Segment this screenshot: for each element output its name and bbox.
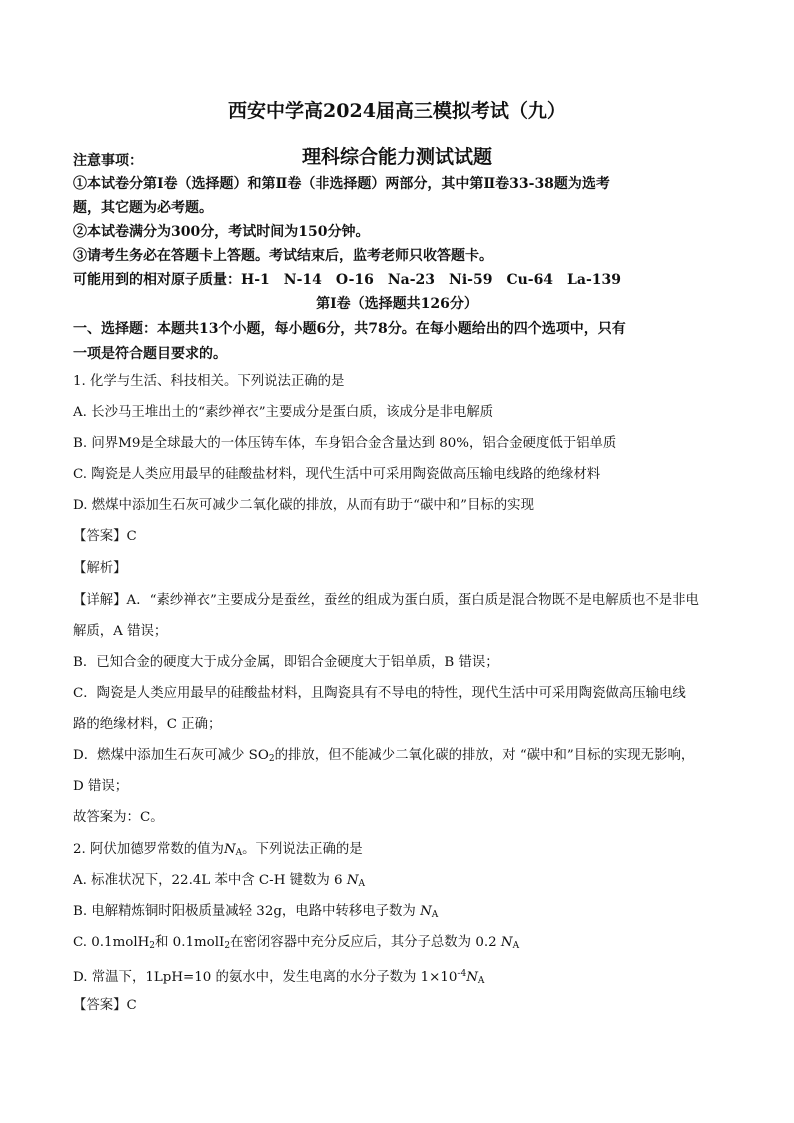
- q2-stem: [73, 841, 363, 862]
- q1-stem: 1. 化学与生活、科技相关。下列说法正确的是: [73, 374, 345, 389]
- q1-detail-c-cont: 路的绝缘材料，C 正确；: [73, 717, 222, 732]
- na-subscript: A: [512, 941, 520, 951]
- na-symbol: N: [346, 873, 359, 888]
- q1-answer: 【答案】C: [73, 529, 137, 544]
- exam-subtitle: 理科综合能力测试试题: [301, 146, 492, 168]
- section-instructions-cont: 一项是符合题目要求的。: [73, 346, 227, 362]
- q1-detail-d-text-2: 的排放，但不能减少二氧化碳的排放，对 “碳中和”目标的实现无影响，: [274, 748, 695, 763]
- na-subscript: A: [235, 848, 243, 858]
- q2-option-c-text-2: 和 0.1molI: [155, 935, 225, 950]
- notice-item-1: ①本试卷分第Ⅰ卷（选择题）和第Ⅱ卷（非选择题）两部分，其中第Ⅱ卷33-38题为选考: [73, 176, 610, 192]
- q2-option-c-text-3: 在密闭容器中充分反应后，其分子总数为 0.2: [230, 935, 501, 950]
- q2-option-a: [73, 872, 365, 893]
- q2-option-d: [73, 965, 484, 990]
- q2-option-c-text: C. 0.1molH: [73, 935, 150, 950]
- q1-option-a: A. 长沙马王堆出土的“素纱禅衣”主要成分是蛋白质，该成分是非电解质: [73, 405, 494, 420]
- q1-detail-b: B．已知合金的硬度大于成分金属，即铝合金硬度大于铝单质，B 错误；: [73, 655, 499, 670]
- q1-option-b: B. 问界M9是全球最大的一体压铸车体，车身铝合金含量达到 80%，铝合金硬度低于铝单质: [73, 436, 617, 451]
- h2-subscript: 2: [149, 941, 156, 951]
- na-subscript: A: [477, 976, 485, 986]
- exponent: -4: [457, 969, 467, 979]
- na-subscript: A: [358, 879, 366, 889]
- q2-stem-text-2: 。下列说法正确的是: [242, 842, 363, 857]
- exam-title: 西安中学高2024届高三模拟考试（九）: [228, 100, 566, 122]
- notice-item-2: ②本试卷满分为300分，考试时间为150分钟。: [73, 224, 370, 240]
- q2-option-b: [73, 903, 438, 924]
- q1-detail-d-text: D．燃煤中添加生石灰可减少 SO: [73, 748, 269, 763]
- na-symbol: N: [500, 935, 513, 950]
- q1-option-d: D. 燃煤中添加生石灰可减少二氧化碳的排放，从而有助于“碳中和”目标的实现: [73, 498, 534, 513]
- q1-detail-a: 【详解】A．“素纱禅衣”主要成分是蚕丝，蚕丝的组成为蛋白质，蛋白质是混合物既不是电解质也不是非电: [73, 593, 699, 608]
- notice-item-3: ③请考生务必在答题卡上答题。考试结束后，监考老师只收答题卡。: [73, 248, 493, 264]
- notice-heading: 注意事项：: [73, 153, 143, 169]
- notice-item-1-cont: 题，其它题为必考题。: [73, 200, 213, 216]
- q1-option-c: C. 陶瓷是人类应用最早的硅酸盐材料，现代生活中可采用陶瓷做高压输电线路的绝缘材料: [73, 467, 601, 482]
- q2-option-d-text: D. 常温下，1LpH=10 的氨水中，发生电离的水分子数为 1×10: [73, 970, 458, 985]
- q1-conclusion: 故答案为：C。: [73, 810, 164, 825]
- q2-answer: 【答案】C: [73, 998, 137, 1013]
- na-symbol: N: [420, 904, 432, 919]
- q1-detail-d: [73, 747, 694, 768]
- q2-option-a-text: A. 标准状况下，22.4L 苯中含 C-H 键数为 6: [73, 873, 347, 888]
- q2-option-c: [73, 934, 519, 955]
- section-instructions: 一、选择题：本题共13个小题，每小题6分，共78分。在每小题给出的四个选项中，只有: [73, 321, 626, 337]
- i2-subscript: 2: [224, 941, 231, 951]
- section-title: 第Ⅰ卷（选择题共126分）: [316, 296, 478, 312]
- q1-detail-c: C．陶瓷是人类应用最早的硅酸盐材料，且陶瓷具有不导电的特性，现代生活中可采用陶瓷做高压输电线: [73, 686, 686, 701]
- atomic-masses: 可能用到的相对原子质量：H-1 N-14 O-16 Na-23 Ni-59 Cu-64 La-139: [73, 272, 622, 288]
- na-symbol: N: [466, 970, 478, 985]
- q1-analysis: 【解析】: [73, 561, 127, 576]
- so2-subscript: 2: [268, 754, 275, 764]
- q1-detail-d-cont: D 错误；: [73, 779, 129, 794]
- q2-option-b-text: B. 电解精炼铜时阳极质量减轻 32g，电路中转移电子数为: [73, 904, 421, 919]
- q1-detail-a-cont: 解质，A 错误；: [73, 624, 168, 639]
- q2-stem-text: 2. 阿伏加德罗常数的值为: [73, 842, 224, 857]
- na-subscript: A: [431, 910, 439, 920]
- na-symbol: N: [223, 842, 236, 857]
